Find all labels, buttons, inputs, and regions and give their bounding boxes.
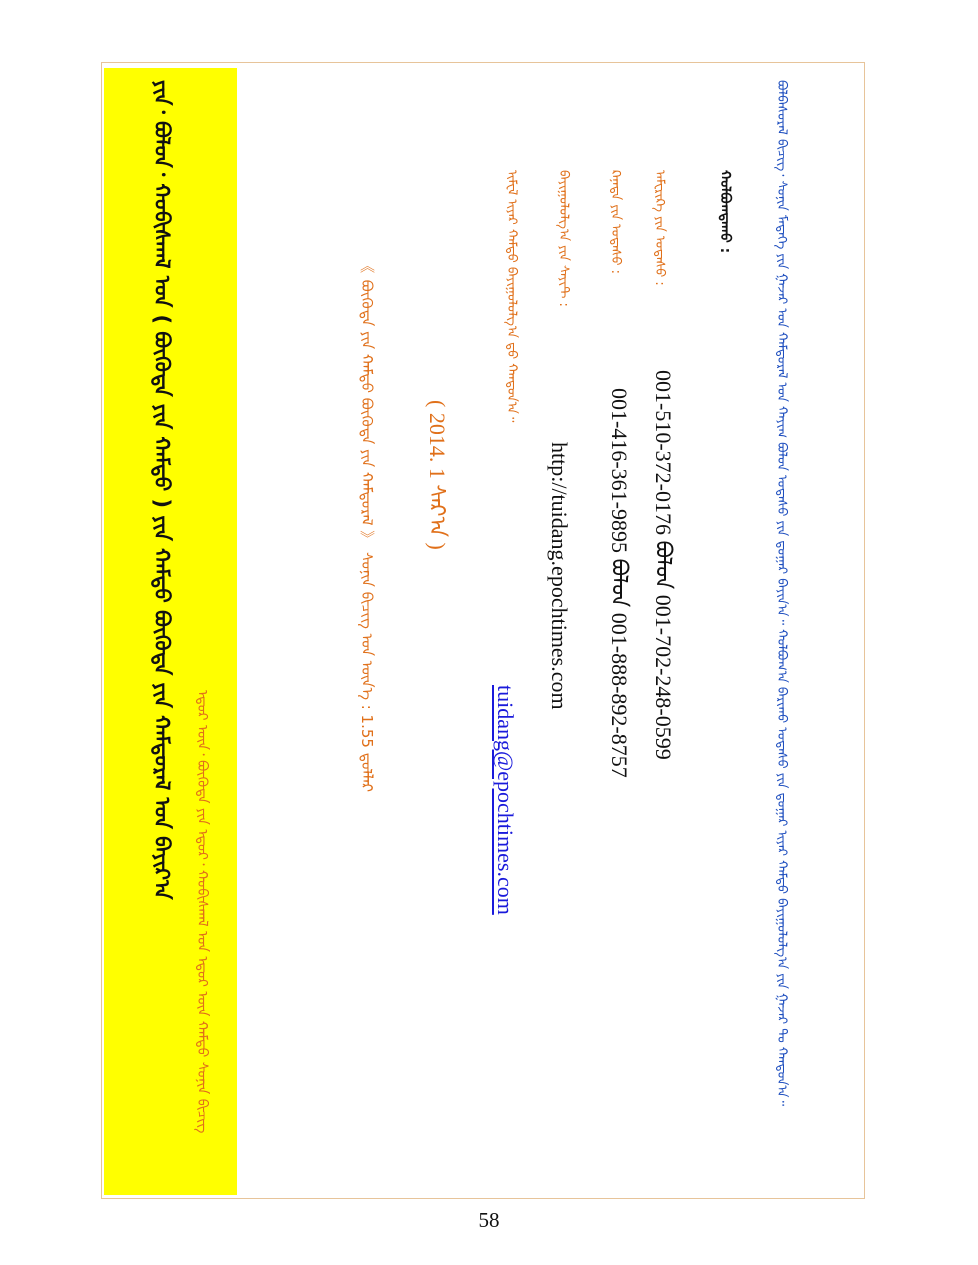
page-number: 58	[478, 1208, 500, 1232]
website-label: ᠪᠠᠶᠢᠭᠤᠯᠤᠯᠭ᠎ᠠ ᠶᠢᠨ ᠰᠠᠶᠢᠲ :	[556, 170, 571, 307]
intro-text: ᠪᠣᠯᠪᠠᠰᠤᠷᠠᠯ ᠪᠢᠴᠢᠭ᠂ ᠰᠣᠨᠢᠨ ᠮᠡᠳᠡᠭᠡ ᠶᠢᠨ ᠭᠠᠵᠠᠷ ᠤᠨ ᠬᠠᠮᠲᠤᠷᠠᠯ ᠤᠨ ᠬᠠᠶᠢᠭ ᠪᠣᠯᠤᠨ ᠤᠲᠠᠰᠤ ᠶᠢᠨ ᠳ᠋ᠤᠭᠠᠷ ᠪᠠᠶᠢᠨ᠎ᠠ᠃ ᠬᠣᠯᠪᠣᠭ᠎ᠠ ᠪᠠᠷᠢᠬᠤ ᠤᠲᠠᠰᠤ ᠶᠢᠨ ᠳ᠋ᠤᠭᠠᠷ ᠢᠶᠠᠷ ᠬᠠᠮᠲᠤ ᠪᠠᠶᠢᠭᠤᠯᠤᠯᠭ᠎ᠠ ᠶᠢᠨ ᠭᠠᠵᠠᠷ ᠲᠤ ᠬᠠᠨᠳᠤᠨ᠎ᠠ᠃	[774, 80, 789, 1107]
canada-phone-label: ᠺᠠᠨᠠᠳᠠ ᠶᠢᠨ ᠤᠲᠠᠰᠤ :	[608, 170, 623, 274]
canada-phone-numbers: 001-416-361-9895 ᠪᠣᠯᠤᠨ 001-888-892-8757	[607, 388, 632, 778]
price-line: 《 ᠪᠦᠭᠦᠳᠡ ᠶᠢᠨ ᠬᠠᠮᠲᠤ ᠪᠦᠭᠦᠳᠡ ᠶᠢᠨ ᠬᠠᠮᠲᠤᠷᠠᠯ 》 ᠰᠣᠨᠢᠨ ᠪᠢᠴᠢᠭ ᠤᠨ ᠦᠨ᠎ᠡ : 1.55 ᠳ᠋ᠣᠯᠯᠠᠷ	[358, 258, 376, 792]
email-link[interactable]: tuidang@epochtimes.com	[493, 685, 518, 915]
usa-phone-numbers: 001-510-372-0176 ᠪᠣᠯᠤᠨ 001-702-248-0599	[651, 370, 676, 760]
website-url[interactable]: http://tuidang.epochtimes.com	[547, 442, 572, 710]
contact-heading: ᠬᠣᠯᠪᠣᠭᠳᠠᠬᠤ :	[717, 170, 733, 254]
yellow-line-2: ᠡᠳᠦᠷ ᠦᠨ᠂ ᠪᠦᠭᠦᠳᠡ ᠶᠢᠨ ᠡᠳᠦᠷ᠂ ᠬᠣᠪᠢᠰᠬᠠᠯ ᠤᠨ ᠡᠳᠦᠷ ᠦᠨ ᠬᠠᠮᠲᠤ ᠰᠣᠨᠢᠨ ᠪᠢᠴᠢᠭ	[194, 690, 210, 1134]
date-line: ( 2014. 1 ᠰᠠᠷ᠎ᠠ )	[425, 400, 450, 550]
usa-phone-label: ᠠᠮᠸᠷᠢᠺᠠ ᠶᠢᠨ ᠤᠲᠠᠰᠤ :	[652, 170, 667, 286]
email-label: ᠢᠮᠸᠯ ᠢᠶᠡᠷ ᠬᠠᠮᠲᠤ ᠪᠠᠶᠢᠭᠤᠯᠤᠯᠭ᠎ᠠ ᠳ᠋ᠤ ᠬᠠᠨᠳᠤᠨ᠎ᠠ᠃	[504, 170, 519, 423]
yellow-line-1: ᠶᠢᠨ᠂ ᠪᠣᠯᠤᠨ᠂ ᠬᠣᠪᠢᠰᠬᠠᠯ ᠤᠨ ( ᠪᠦᠭᠦᠳᠡ ᠶᠢᠨ ᠬᠠᠮᠲᠤ ) ᠶᠢᠨ ᠬᠠᠮᠲᠤ ᠪᠦᠭᠦᠳᠡ ᠶᠢᠨ ᠬᠠᠮᠲᠤᠷᠠᠯ ᠤᠨ ᠪᠠᠶᠢᠷ᠎ᠠ	[150, 80, 174, 900]
